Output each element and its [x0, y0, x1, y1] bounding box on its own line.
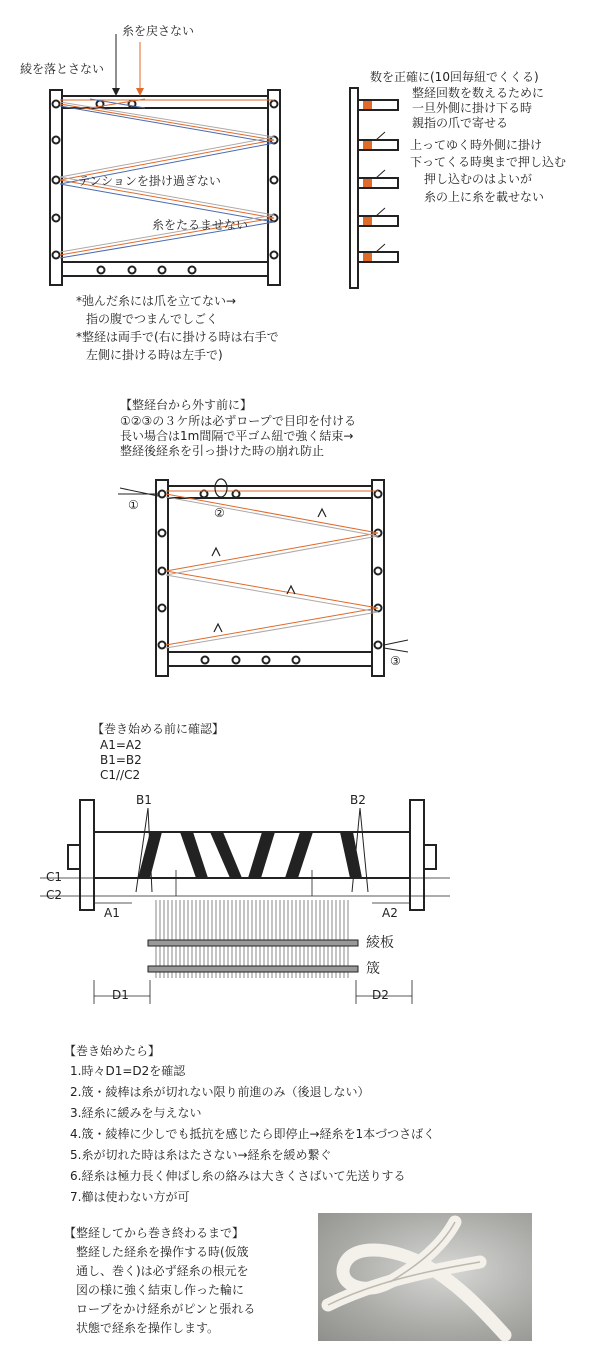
section2-line-3: 整経後経糸を引っ掛けた時の崩れ防止: [120, 444, 325, 458]
section2-line-2: 長い場合は1m間隔で平ゴム紐で強く結束→: [120, 429, 354, 443]
label-reed: 筬: [366, 961, 380, 977]
side-view-pegs: [350, 88, 398, 288]
label-b2: B2: [350, 793, 366, 807]
rule-6: 6.経糸は極力長く伸ばし糸の絡みは大きくさばいて先送りする: [70, 1169, 406, 1183]
c-lines: [40, 878, 450, 896]
label-no-return: 糸を戻さない: [122, 24, 195, 38]
section2-line-1: ①②③の３ケ所は必ずロープで目印を付ける: [120, 414, 357, 428]
right-line-7: 押し込むのはよいが: [424, 172, 533, 186]
check-b: B1=B2: [100, 753, 142, 767]
right-line-2: 整経回数を数えるために: [412, 86, 545, 100]
section3-heading: 【巻き始める前に確認】: [92, 722, 225, 736]
label-c2: C2: [46, 888, 63, 902]
heddle-and-reed-bars: [148, 940, 358, 972]
warp-beam: [68, 800, 436, 910]
section2-heading: 【整経台から外す前に】: [120, 398, 253, 412]
section5-line-4: ロープをかけ経糸がピンと張れる: [76, 1302, 256, 1316]
d-dimensions: [94, 980, 412, 1004]
label-slack: 糸をたるませない: [152, 218, 249, 232]
note-1b: 指の腹でつまんでしごく: [86, 312, 219, 326]
label-b1: B1: [136, 793, 152, 807]
right-line-6: 下ってくる時奥まで押し込む: [410, 155, 567, 169]
note-1: *弛んだ糸には爪を立てない→: [76, 294, 237, 308]
section5-line-3: 図の様に強く結束し作った輪に: [76, 1283, 245, 1297]
check-a: A1=A2: [100, 738, 142, 752]
rule-1: 1.時々D1=D2を確認: [70, 1064, 186, 1078]
right-line-3: 一旦外側に掛け下る時: [412, 101, 533, 115]
rope-loop-mark: [215, 479, 227, 497]
label-keep-cross: 綾を落とさない: [20, 62, 105, 76]
rule-4: 4.筬・綾棒に少しでも抵抗を感じたら即停止→経糸を1本づつさばく: [70, 1127, 436, 1141]
label-tension: テンションを掛け過ぎない: [78, 174, 221, 188]
check-c: C1//C2: [100, 768, 141, 782]
knot-photo-background: [318, 1213, 532, 1341]
mark-1: ①: [128, 498, 139, 512]
right-line-4: 親指の爪で寄せる: [412, 116, 509, 130]
rule-5: 5.糸が切れた時は糸はたさない→経糸を緩め繋ぐ: [70, 1148, 332, 1162]
rule-2: 2.筬・綾棒は糸が切れない限り前進のみ（後退しない）: [70, 1085, 370, 1099]
mark-3: ③: [390, 654, 401, 668]
section4-heading: 【巻き始めたら】: [64, 1044, 161, 1058]
right-line-5: 上ってゆく時外側に掛け: [410, 138, 543, 152]
rule-7: 7.櫛は使わない方が可: [70, 1190, 190, 1204]
section5-line-5: 状態で経糸を操作します。: [76, 1321, 220, 1335]
note-2b: 左側に掛ける時は左手で): [86, 348, 223, 362]
right-line-1: 数を正確に(10回毎紐でくくる): [370, 70, 539, 84]
label-a1: A1: [104, 906, 120, 920]
note-2: *整経は両手で(右に掛ける時は右手で: [76, 330, 279, 344]
side-view-threads: [363, 101, 372, 261]
tie-marks: [212, 509, 326, 632]
right-line-8: 糸の上に糸を載せない: [424, 190, 545, 204]
section5-line-1: 整経した経糸を操作する時(仮筬: [76, 1245, 249, 1259]
label-d2: D2: [372, 988, 389, 1002]
rule-3: 3.経糸に緩みを与えない: [70, 1106, 202, 1120]
warping-frame-2: [156, 480, 384, 676]
mark-2: ②: [214, 506, 225, 520]
section5-heading: 【整経してから巻き終わるまで】: [64, 1226, 245, 1240]
label-c1: C1: [46, 870, 63, 884]
label-d1: D1: [112, 988, 129, 1002]
label-heddle: 綾板: [366, 935, 394, 951]
section5-line-2: 通し、巻く)は必ず経糸の根元を: [76, 1264, 249, 1278]
label-a2: A2: [382, 906, 398, 920]
